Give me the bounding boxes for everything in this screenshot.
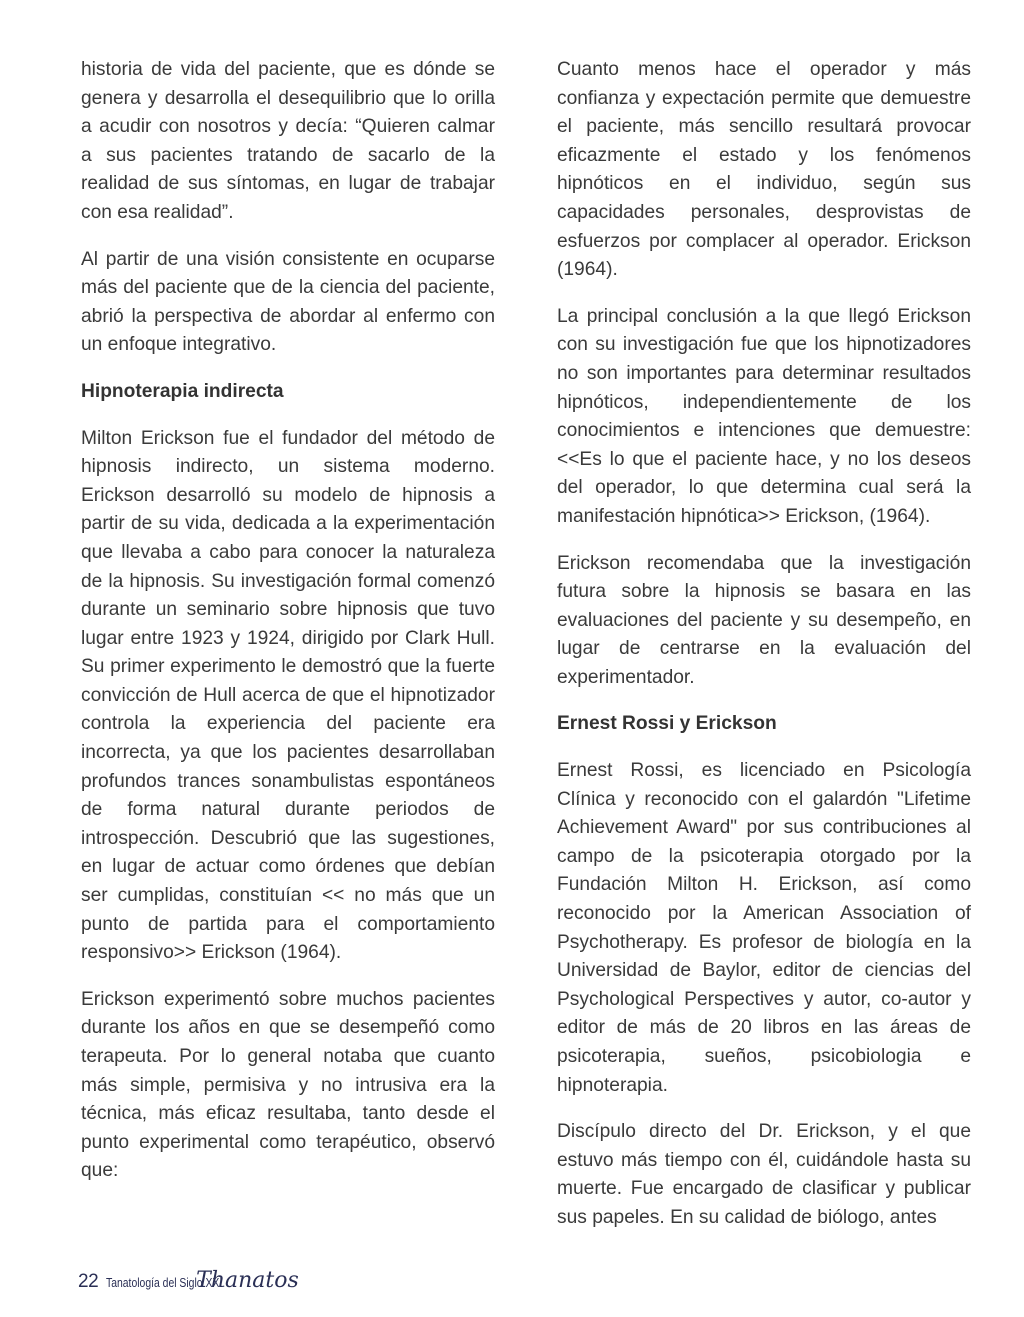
publication-name: Tanatología del Siglo XXI. <box>106 1275 226 1290</box>
right-column <box>557 56 971 1251</box>
paragraph: Erickson recomendaba que la investigación futura sobre la hipnosis se basara en las evaluaciones del paciente y su desempeño, en lugar de centrarse en la evaluación del experimentador. <box>557 552 971 688</box>
page-number: 22 <box>78 1271 99 1292</box>
paragraph: La principal conclusión a la que llegó Erickson con su investigación fue que los hipnotizadores no son importantes para determinar resultados hipnóticos, independientemente de los conocimientos e intenciones que demuestre: <<Es lo que el paciente hace, y no los deseos del operador, lo que determina cual será la manifestación hipnótica>> Erickson, (1964). <box>557 305 971 527</box>
paragraph: Ernest Rossi, es licenciado en Psicología Clínica y reconocido con el galardón "Lifetime Achievement Award" por sus contribuciones al campo de la psicoterapia otorgado por la Fundación Milton H. Erickson, así como reconocido por la American Association of Psychotherapy. Es profesor de biología en la Universidad de Baylor, editor de ciencias del Psychological Perspectives y autor, co-autor y editor de más de 20 libros en las áreas de psicoterapia, sueños, psicobiologia e hipnoterapia. <box>557 760 971 1096</box>
paragraph: Erickson experimentó sobre muchos pacientes durante los años en que se desempeñó como terapeuta. Por lo general notaba que cuanto más simple, permisiva y no intrusiva era la técnica, más eficaz resultaba, tanto desde el punto experimental como terapéutico, observó que: <box>81 988 495 1182</box>
paragraph: Al partir de una visión consistente en ocuparse más del paciente que de la ciencia del paciente, abrió la perspectiva de abordar al enfermo con un enfoque integrativo. <box>81 248 495 356</box>
paragraph: Discípulo directo del Dr. Erickson, y el que estuvo más tiempo con él, cuidándole hasta su muerte. Fue encargado de clasificar y publicar sus papeles. En su calidad de biólogo, antes <box>557 1121 971 1228</box>
paragraph: Cuanto menos hace el operador y más confianza y expectación permite que demuestre el paciente, más sencillo resultará provocar eficazmente el estado y los fenómenos hipnóticos en el individuo, según sus capacidades personales, desprovistas de esfuerzos por complacer al operador. Erickson (1964). <box>557 59 971 281</box>
paragraph: historia de vida del paciente, que es dónde se genera y desarrolla el desequilibrio que lo orilla a acudir con nosotros y decía: “Quieren calmar a sus pacientes tratando de sacarlo de la realidad de sus síntomas, en lugar de trabajar con esa realidad”. <box>81 59 495 223</box>
left-column <box>81 56 495 1204</box>
section-heading: Hipnoterapia indirecta <box>81 380 284 402</box>
thanatos-logo: Thanatos <box>196 1268 299 1293</box>
paragraph: Milton Erickson fue el fundador del método de hipnosis indirecto, un sistema moderno. Erickson desarrolló su modelo de hipnosis a partir de su vida, dedicada a la experimentación que llevaba a cabo para conocer la naturaleza de la hipnosis. Su investigación formal comenzó durante un seminario sobre hipnosis que tuvo lugar entre 1923 y 1924, dirigido por Clark Hull. Su primer experimento le demostró que la fuerte convicción de Hull acerca de que el hipnotizador controla la experiencia del paciente era incorrecta, ya que los pacientes desarrollaban profundos trances sonambulistas espontáneos de forma natural durante periodos de introspección. Descubrió que las sugestiones, en lugar de actuar como órdenes que debían ser cumplidas, constituían << no más que un punto de partida para el comportamiento responsivo>> Erickson (1964). <box>81 427 495 964</box>
page-footer <box>78 1268 299 1302</box>
section-heading: Ernest Rossi y Erickson <box>557 713 777 735</box>
